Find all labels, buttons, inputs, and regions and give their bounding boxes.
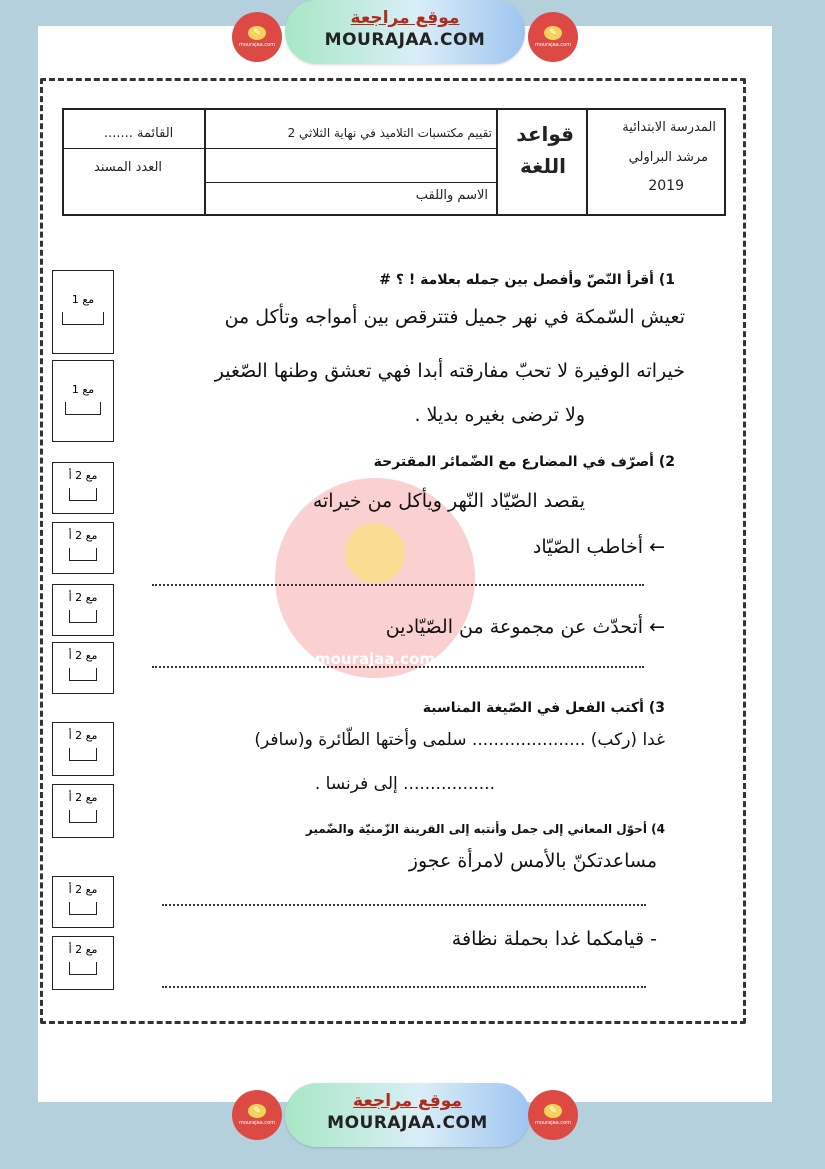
watermark: mourajaa.com <box>275 478 475 678</box>
subject-title-2: اللغة <box>520 154 566 178</box>
question-3-line: غدا (ركب) ..................... سلمى وأختها الطّائرة و(سافر) <box>254 730 665 750</box>
question-2-heading: 2) أصرّف في المضارع مع الضّمائر المقترحة <box>373 454 675 470</box>
exam-header-table <box>62 108 726 216</box>
mark-box: مع 2 أ <box>52 784 114 838</box>
question-2-line: ← أخاطب الصّيّاد <box>532 536 665 558</box>
answer-line[interactable] <box>162 904 646 906</box>
question-1-line: ولا ترضى بغيره بديلا . <box>414 404 585 426</box>
banner-latin: MOURAJAA.COM <box>327 1113 488 1133</box>
exam-year: 2019 <box>648 178 684 194</box>
banner-arabic: موقع مراجعة <box>353 1091 462 1111</box>
question-1-line: خيراته الوفيرة لا تحبّ مفارقته أبدا فهي تعشق وطنها الصّغير <box>214 360 685 382</box>
banner-arabic: موقع مراجعة <box>350 8 460 28</box>
answer-line[interactable] <box>162 986 646 988</box>
school-name: المدرسة الابتدائية <box>622 120 716 135</box>
question-4-line: - قيامكما غدا بحملة نظافة <box>451 928 657 950</box>
subject-title: قواعد <box>516 122 574 146</box>
school-name-2: مرشد البراولي <box>628 150 708 165</box>
mark-box: مع 2 أ <box>52 522 114 574</box>
site-logo-icon: ✎ mourajaa.com <box>528 12 578 62</box>
site-banner-bottom[interactable] <box>285 1083 530 1147</box>
mark-box: مع 2 أ <box>52 642 114 694</box>
question-2-line: ← أتحدّث عن مجموعة من الصّيّادين <box>385 616 665 638</box>
question-3-line: ................. إلى فرنسا . <box>314 774 495 794</box>
mark-box: مع 2 أ <box>52 462 114 514</box>
mark-box: مع 2 أ <box>52 584 114 636</box>
banner-latin: MOURAJAA.COM <box>324 30 486 50</box>
site-logo-icon: ✎ mourajaa.com <box>232 1090 282 1140</box>
class-label: القائمة ....... <box>104 126 174 141</box>
exam-title: تقييم مكتسبات التلاميذ في نهاية الثلاثي 2 <box>287 126 492 140</box>
grade-label: العدد المسند <box>94 160 163 175</box>
site-logo-icon: ✎ mourajaa.com <box>232 12 282 62</box>
question-1-line: تعيش السّمكة في نهر جميل فتترقص بين أمواجه وتأكل من <box>224 306 685 328</box>
question-1-heading: 1) أقرأ النّصّ وأفصل بين جمله بعلامة ! ؟ # <box>379 272 675 288</box>
mark-box: مع 1 <box>52 270 114 354</box>
question-3-heading: 3) أكتب الفعل في الصّيغة المناسبة <box>422 700 665 716</box>
name-label: الاسم واللقب <box>415 188 488 203</box>
site-banner-top[interactable] <box>285 0 525 64</box>
question-4-heading: 4) أحوّل المعاني إلى جمل وأنتبه إلى القرينة الزّمنيّة والضّمير <box>305 822 665 836</box>
mark-box: مع 2 أ <box>52 722 114 776</box>
site-logo-icon: ✎ mourajaa.com <box>528 1090 578 1140</box>
mark-box: مع 2 أ <box>52 876 114 928</box>
answer-line[interactable] <box>152 584 644 586</box>
mark-box: مع 2 أ <box>52 936 114 990</box>
answer-line[interactable] <box>152 666 644 668</box>
question-2-line: يقصد الصّيّاد النّهر ويأكل من خيراته <box>312 490 585 512</box>
question-4-line: مساعدتكنّ بالأمس لامرأة عجوز <box>408 850 657 872</box>
mark-box: مع 1 <box>52 360 114 442</box>
